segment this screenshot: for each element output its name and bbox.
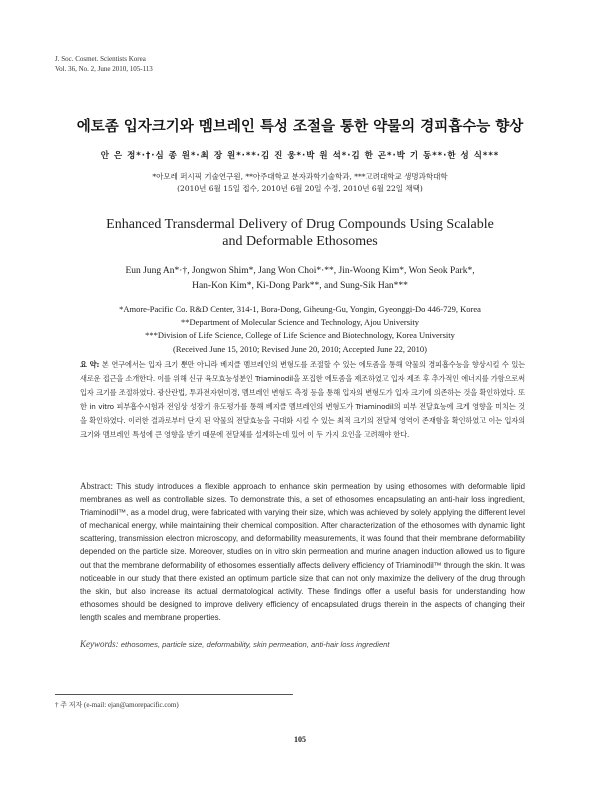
korean-authors: 안 은 정*·†·심 종 원*·최 장 원*·**·김 진 웅*·박 원 석*·김 한 곤*·박 기 동**·한 성 식*** bbox=[100, 151, 500, 161]
english-affiliations bbox=[0, 303, 600, 356]
english-title-line1: Enhanced Transdermal Delivery of Drug Compounds Using Scalable bbox=[106, 217, 494, 232]
english-affiliation-1: *Amore-Pacific Co. R&D Center, 314-1, Bora-Dong, Giheung-Gu, Yongin, Gyeonggi-Do 446-729, Korea bbox=[119, 304, 481, 314]
keywords-terms: ethosomes, particle size, deformability, skin permeation, anti-hair loss ingredient bbox=[120, 640, 390, 649]
english-authors bbox=[0, 264, 600, 294]
footnote: † 주 저자 (e-mail: ejan@amorepacific.com) bbox=[55, 701, 179, 709]
english-dates: (Received June 15, 2010; Revised June 20, 2010; Accepted June 22, 2010) bbox=[172, 343, 427, 354]
english-authors-line1: Eun Jung An*·†, Jongwon Shim*, Jang Won Choi*·**, Jin-Woong Kim*, Won Seok Park*, bbox=[125, 266, 475, 276]
korean-affiliation: *아모레 퍼시픽 기술연구원, **아주대학교 분자과학기술학과, ***고려대학교 생명과학대학 bbox=[152, 172, 448, 181]
english-abstract-label: Abstract: bbox=[80, 481, 113, 491]
korean-affiliation-block bbox=[0, 171, 600, 195]
english-abstract-text: This study introduces a flexible approach to enhance skin permeation by using ethosomes with deformable lipid membranes as well as controllable sizes. To demonstrate this, a set of ethosomes encapsulating an anti-hair loss ingredient, Triaminodil™, as a model drug, were fabricated with varying their size, which was achieved by solely applying the different level of mechanical energy, while maintaining their chemical composition. After characterization of the ethosomes with dynamic light scattering, transmission electron microscopy, and deformability measurements, it was found that their membrane deformability depended on the particle size. Moreover, studies on in vitro skin permeation and murine anagen induction allowed us to figure out that the membrane deformability of ethosomes essentially affects delivery efficiency of Triaminodil™ through the skin. It was noticeable in our study that there existed an optimum particle size that can not only maximize the delivery of the drug through the skin, but also increase its actual dermatological activity. These findings offer a useful basis for understanding how ethosomes should be designed to improve delivery efficiency of encapsulated drugs therein in the aspects of changing their length scales and membrane properties. bbox=[80, 482, 525, 622]
english-affiliation-2: **Department of Molecular Science and Technology, Ajou University bbox=[180, 317, 420, 328]
english-abstract bbox=[80, 480, 525, 624]
page-number: 105 bbox=[294, 735, 306, 744]
korean-abstract-label: 요 약: bbox=[80, 360, 100, 369]
english-authors-line2: Han-Kon Kim*, Ki-Dong Park**, and Sung-Sik Han*** bbox=[192, 281, 408, 291]
korean-title: 에토좀 입자크기와 멤브레인 특성 조절을 통한 약물의 경피흡수능 향상 bbox=[76, 119, 524, 135]
korean-dates: (2010년 6월 15일 접수, 2010년 6월 20일 수정, 2010년 6월 22일 채택) bbox=[177, 184, 423, 193]
footnote-divider bbox=[55, 694, 293, 695]
journal-name: J. Soc. Cosmet. Scientists Korea bbox=[55, 55, 146, 63]
keywords-label: Keywords: bbox=[80, 639, 119, 649]
keywords bbox=[80, 639, 525, 649]
korean-abstract bbox=[80, 358, 525, 442]
journal-volume: Vol. 36, No. 2, June 2010, 105-113 bbox=[55, 65, 153, 73]
english-title bbox=[0, 216, 600, 250]
english-affiliation-3: ***Division of Life Science, College of Life Science and Biotechnology, Korea University bbox=[145, 330, 455, 341]
journal-header bbox=[55, 54, 153, 74]
korean-abstract-text: 본 연구에서는 입자 크기 뿐만 아니라 베지클 멤브레인의 변형도를 조절할 수 있는 에토좀을 통해 약물의 경피흡수능을 향상시킬 수 있는 새로운 접근을 소개한다. 이를 위해 신규 육모효능성분인 Triaminodil을 포집한 에토좀을 제조하였고 입자 제조 후 추가적인 에너지를 가함으로써 입자 크기를 조절하였다. 광산란법, 투과전자현미경, 멤브레인 변형도 측정 등을 통해 입자의 변형도가 입자 크기에 의존하는 것을 확인하였다. 또한 in vitro 피부흡수시험과 전임상 성장기 유도평가를 통해 베지클 멤브레인의 변형도가 Triaminodil의 피부 전달효능에 크게 영향을 미치는 것을 확인하였다. 이러한 결과로부터 단지 된 약물의 전달효능을 극대화 시킬 수 있는 최적 크기의 전달체 영역이 존재함을 확인하였고 이는 입자의 크기와 멤브레인 특성에 큰 영향을 받기 때문에 전달체를 설계하는데 있어 이 두 가지 요인을 고려해야 한다. bbox=[80, 360, 526, 439]
english-title-line2: and Deformable Ethosomes bbox=[222, 234, 378, 249]
